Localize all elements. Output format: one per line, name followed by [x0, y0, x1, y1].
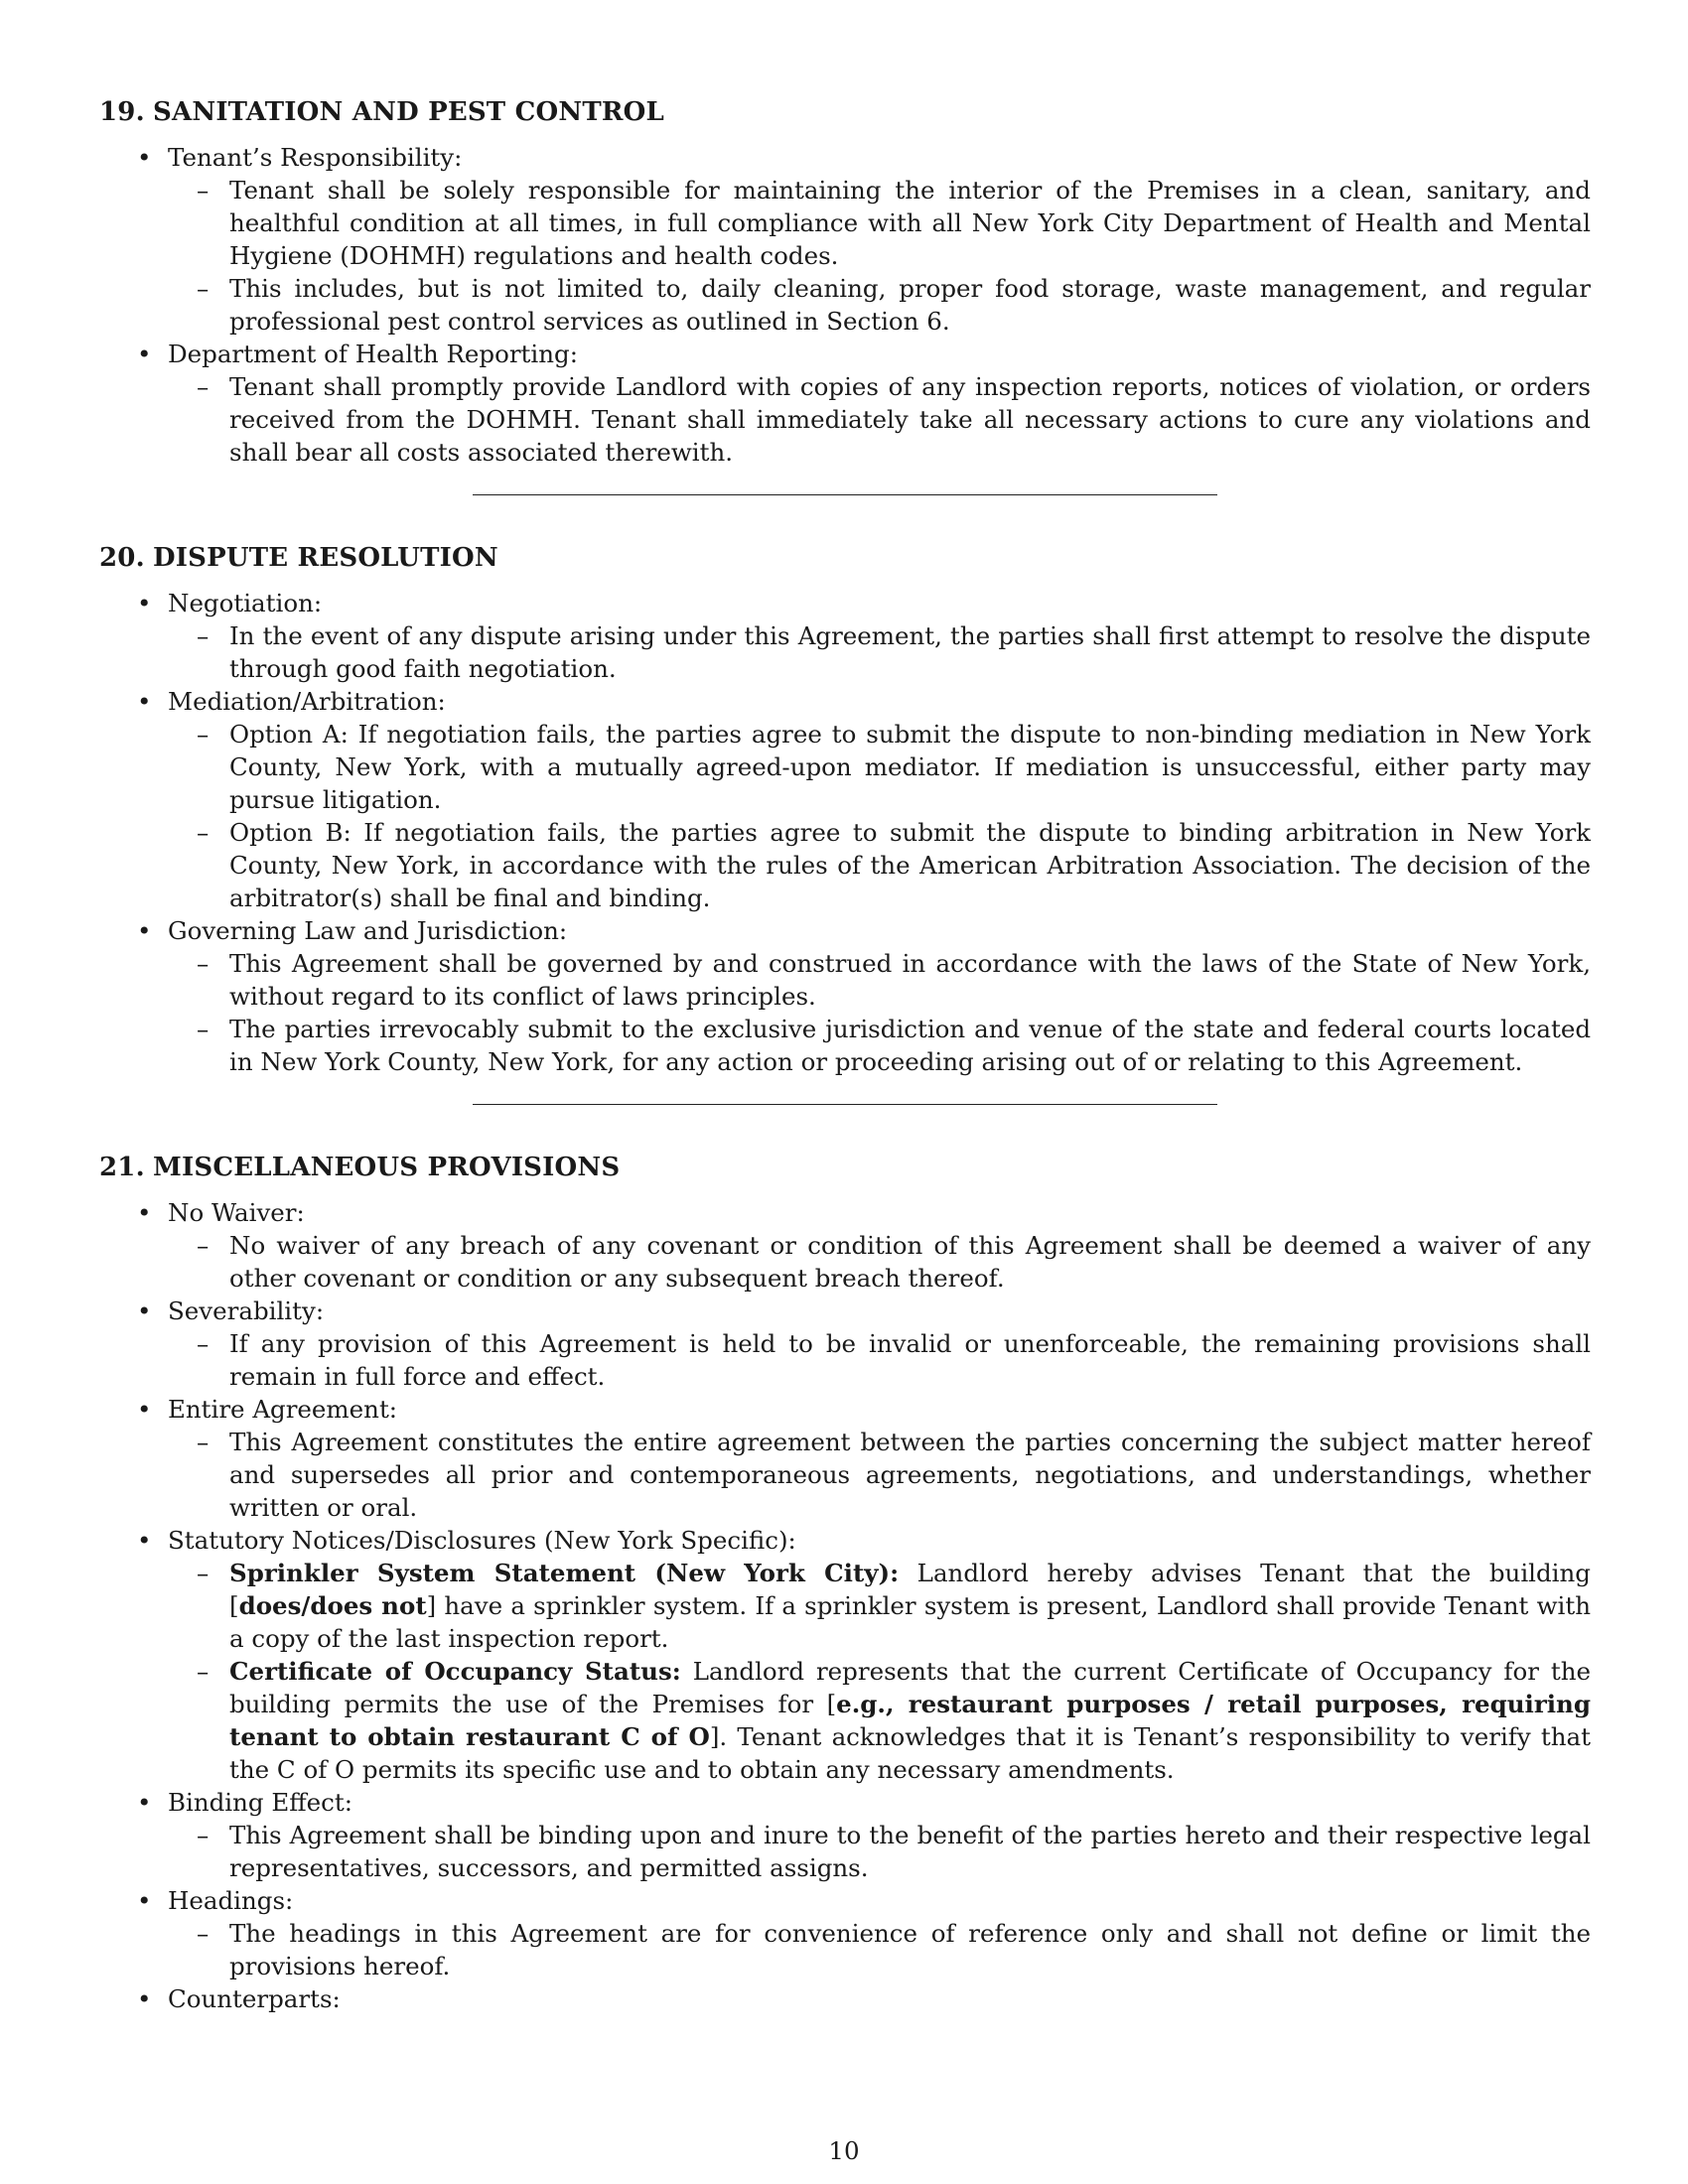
section-divider: [473, 494, 1217, 495]
list-item: • Entire Agreement: – This Agreement constitutes the entire agreement between the parties concerning the subject matter hereof and supersedes all prior and contemporaneous agreements, negotiations, and understandings, whether written or oral.: [137, 1395, 1591, 1522]
list-item: • Severability: – If any provision of this Agreement is held to be invalid or unenforceable, the remaining provisions shall remain in full force and effect.: [137, 1297, 1591, 1391]
sub-item: – The parties irrevocably submit to the exclusive jurisdiction and venue of the state and federal courts located in New York County, New York, for any action or proceeding arising out of or relating to this Agreement.: [197, 1015, 1591, 1076]
list-item: • Statutory Notices/Disclosures (New York Specific): – Sprinkler System Statement (New York City): Landlord hereby advises Tenant that the building [does/does not] have a sprinkler system. If a sprinkler system is present, Landlord shall provide Tenant with a copy of the last inspection report. – Certificate of Occupancy Status: Landlord represents that the current Certificate of Occupancy for the building permits the use of the Premises for [e.g., restaurant purposes / retail purposes, requiring tenant to obtain restaurant C of O]. Tenant acknowledges that it is Tenant’s responsibility to verify that the C of O permits its specific use and to obtain any necessary amendments.: [137, 1526, 1592, 1784]
sub-item: – Option A: If negotiation fails, the parties agree to submit the dispute to non-binding mediation in New York County, New York, with a mutually agreed-upon mediator. If mediation is unsuccessful, either party may pursue litigation.: [197, 720, 1591, 814]
sub-item: – Option B: If negotiation fails, the parties agree to submit the dispute to binding arbitration in New York County, New York, in accordance with the rules of the American Arbitration Association. The decision of the arbitrator(s) shall be final and binding.: [197, 818, 1591, 912]
sub-item: – If any provision of this Agreement is held to be invalid or unenforceable, the remaining provisions shall remain in full force and effect.: [197, 1329, 1591, 1391]
sub-item: – No waiver of any breach of any covenant or condition of this Agreement shall be deemed a waiver of any other covenant or condition or any subsequent breach thereof.: [197, 1231, 1591, 1293]
section-heading: 19. SANITATION AND PEST CONTROL: [99, 97, 665, 127]
sub-item: – This Agreement shall be binding upon and inure to the benefit of the parties hereto and their respective legal representatives, successors, and permitted assigns.: [197, 1821, 1591, 1882]
sub-item: – This Agreement constitutes the entire agreement between the parties concerning the subject matter hereof and supersedes all prior and contemporaneous agreements, negotiations, and understandings, whether written or oral.: [197, 1428, 1591, 1522]
section-21: [99, 1151, 1591, 2015]
sub-item: – This Agreement shall be governed by and construed in accordance with the laws of the State of New York, without regard to its conflict of laws principles.: [197, 949, 1591, 1011]
list-item: • Governing Law and Jurisdiction: – This Agreement shall be governed by and construed in accordance with the laws of the State of New York, without regard to its conflict of laws principles. – The parties irrevocably submit to the exclusive jurisdiction and venue of the state and federal courts located in New York County, New York, for any action or proceeding arising out of or relating to this Agreement.: [137, 916, 1591, 1076]
list-item: • Mediation/Arbitration: – Option A: If negotiation fails, the parties agree to submit the dispute to non-binding mediation in New York County, New York, with a mutually agreed-upon mediator. If mediation is unsuccessful, either party may pursue litigation. – Option B: If negotiation fails, the parties agree to submit the dispute to binding arbitration in New York County, New York, in accordance with the rules of the American Arbitration Association. The decision of the arbitrator(s) shall be final and binding.: [137, 687, 1591, 912]
section-heading: 20. DISPUTE RESOLUTION: [99, 543, 498, 573]
section-heading: 21. MISCELLANEOUS PROVISIONS: [99, 1153, 621, 1182]
sub-item: – In the event of any dispute arising under this Agreement, the parties shall first attempt to resolve the dispute through good faith negotiation.: [197, 621, 1591, 683]
page-number: 10: [828, 2136, 860, 2165]
sub-item: – Tenant shall promptly provide Landlord with copies of any inspection reports, notices of violation, or orders received from the DOHMH. Tenant shall immediately take all necessary actions to cure any violations and shall bear all costs associated therewith.: [197, 372, 1591, 467]
section-19: [99, 95, 1591, 469]
list-item: • Headings: – The headings in this Agreement are for convenience of reference only and shall not define or limit the provisions hereof.: [137, 1886, 1591, 1980]
sub-item: – Certificate of Occupancy Status: Landlord represents that the current Certificate of Occupancy for the building permits the use of the Premises for [e.g., restaurant purposes / retail purposes, requiring tenant to obtain restaurant C of O]. Tenant acknowledges that it is Tenant’s responsibility to verify that the C of O permits its specific use and to obtain any necessary amendments.: [197, 1657, 1592, 1784]
document-page: [99, 95, 1591, 2015]
list-item: • Department of Health Reporting: – Tenant shall promptly provide Landlord with copies of any inspection reports, notices of violation, or orders received from the DOHMH. Tenant shall immediately take all necessary actions to cure any violations and shall bear all costs associated therewith.: [137, 340, 1591, 467]
list-item: • Counterparts:: [137, 1984, 341, 2013]
list-item: • Tenant’s Responsibility: – Tenant shall be solely responsible for maintaining the interior of the Premises in a clean, sanitary, and healthful condition at all times, in full compliance with all New York City Department of Health and Mental Hygiene (DOHMH) regulations and health codes. – This includes, but is not limited to, daily cleaning, proper food storage, waste management, and regular professional pest control services as outlined in Section 6.: [137, 143, 1591, 336]
list-item: • No Waiver: – No waiver of any breach of any covenant or condition of this Agreement shall be deemed a waiver of any other covenant or condition or any subsequent breach thereof.: [137, 1198, 1591, 1293]
sub-item: – The headings in this Agreement are for convenience of reference only and shall not define or limit the provisions hereof.: [197, 1919, 1591, 1980]
section-20: [99, 541, 1591, 1078]
sub-item: – Sprinkler System Statement (New York City): Landlord hereby advises Tenant that the building [does/does not] have a sprinkler system. If a sprinkler system is present, Landlord shall provide Tenant with a copy of the last inspection report.: [197, 1559, 1592, 1653]
sub-item: – This includes, but is not limited to, daily cleaning, proper food storage, waste management, and regular professional pest control services as outlined in Section 6.: [197, 274, 1591, 336]
list-item: • Negotiation: – In the event of any dispute arising under this Agreement, the parties shall first attempt to resolve the dispute through good faith negotiation.: [137, 589, 1591, 683]
list-item: • Binding Effect: – This Agreement shall be binding upon and inure to the benefit of the parties hereto and their respective legal representatives, successors, and permitted assigns.: [137, 1788, 1591, 1882]
sub-item: – Tenant shall be solely responsible for maintaining the interior of the Premises in a clean, sanitary, and healthful condition at all times, in full compliance with all New York City Department of Health and Mental Hygiene (DOHMH) regulations and health codes.: [197, 176, 1591, 270]
section-divider: [473, 1104, 1217, 1105]
